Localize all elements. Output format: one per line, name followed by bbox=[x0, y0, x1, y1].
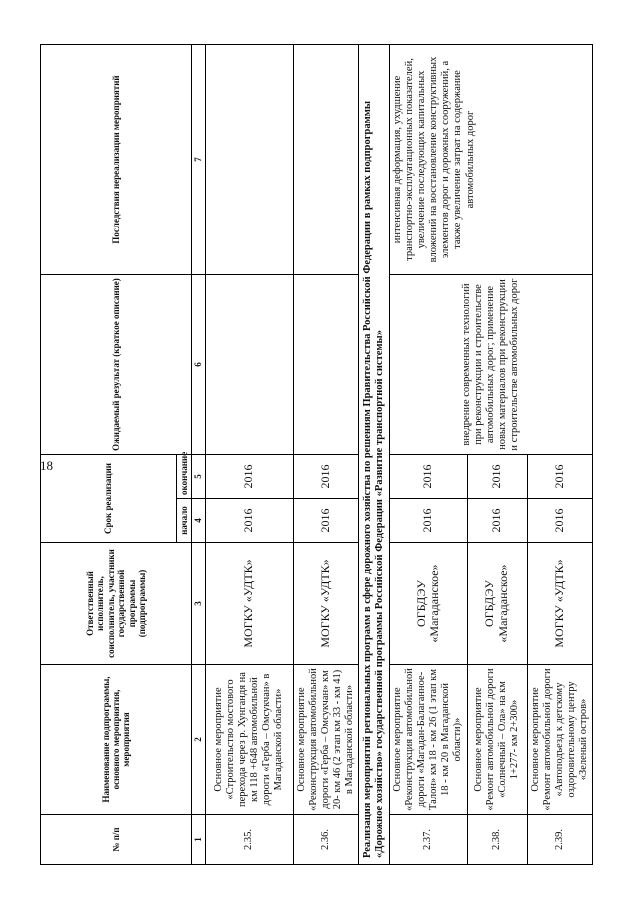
row-end: 2016 bbox=[293, 455, 358, 499]
row-number: 2.37. bbox=[390, 815, 467, 865]
row-end: 2016 bbox=[467, 455, 527, 499]
col-number: 3 bbox=[192, 543, 205, 665]
page-number: 18 bbox=[40, 458, 53, 473]
program-table bbox=[40, 44, 593, 865]
table-row bbox=[293, 45, 358, 865]
row-executor: ОГБДЭУ «Магаданское» bbox=[467, 543, 527, 665]
header-consequences: Последствия нереализации мероприятий bbox=[41, 45, 192, 275]
table-row bbox=[390, 45, 467, 865]
col-number: 7 bbox=[192, 45, 205, 275]
row-consequences-empty bbox=[205, 45, 293, 275]
header-result: Ожидаемый результат (краткое описание) bbox=[41, 275, 192, 455]
merged-consequences: интенсивная деформация, ухудшение транспортно-эксплуатационных показателей, увеличение последующих капитальных вложений на восстановление конструктивных элементов дорог и дорожных сооружений, а также увеличение затрат на содержание автомобильных дорог bbox=[390, 45, 593, 275]
col-number: 1 bbox=[192, 815, 205, 865]
col-number: 4 bbox=[192, 499, 205, 543]
col-number: 5 bbox=[192, 455, 205, 499]
header-start: начало bbox=[177, 499, 192, 543]
row-number: 2.39. bbox=[527, 815, 592, 865]
header-end: окончание bbox=[177, 455, 192, 499]
merged-result: внедрение современных технологий при реконструкции и строительстве автомобильных дорог; применение новых материалов при реконструкции и строительстве автомобильных дорог bbox=[390, 275, 593, 455]
header-period: Срок реализации bbox=[41, 455, 177, 543]
section-row bbox=[359, 45, 390, 865]
row-end: 2016 bbox=[205, 455, 293, 499]
row-consequences-empty bbox=[293, 45, 358, 275]
row-start: 2016 bbox=[205, 499, 293, 543]
row-result-empty bbox=[205, 275, 293, 455]
row-number: 2.35. bbox=[205, 815, 293, 865]
row-number: 2.38. bbox=[467, 815, 527, 865]
row-start: 2016 bbox=[467, 499, 527, 543]
header-executor: Ответственный исполнитель, соисполнитель, участники государственной программы (подпрограммы) bbox=[41, 543, 192, 665]
row-start: 2016 bbox=[527, 499, 592, 543]
row-name: Основное мероприятие «Ремонт автомобильной дороги «Автоподъезд к детскому оздоровительному центру «Зеленый остров» bbox=[527, 665, 592, 815]
row-start: 2016 bbox=[293, 499, 358, 543]
row-name: Основное мероприятие «Ремонт автомобильной дороги «Солнечный – Ола» на км 1+277- км 2+300» bbox=[467, 665, 527, 815]
row-executor: ОГБДЭУ «Магаданское» bbox=[390, 543, 467, 665]
row-executor: МОГКУ «УДТК» bbox=[205, 543, 293, 665]
table-row bbox=[205, 45, 293, 865]
row-number: 2.36. bbox=[293, 815, 358, 865]
row-name: Основное мероприятие «Строительство мостового перехода через р. Хунгандя на км 118 +648 автомобильной дороги «Герба – Омсукчан» в Магаданской области» bbox=[205, 665, 293, 815]
rotated-table-container bbox=[40, 45, 589, 865]
header-num: № п/п bbox=[41, 815, 192, 865]
header-name: Наименование подпрограммы, основного мероприятия, мероприятия bbox=[41, 665, 192, 815]
row-executor: МОГКУ «УДТК» bbox=[527, 543, 592, 665]
row-name: Основное мероприятие «Реконструкция автомобильной дороги «Магадан-Балаганное-Талон» км 18 - км 26 (1 этап км 18 - км 20 в Магаданской области)» bbox=[390, 665, 467, 815]
row-name: Основное мероприятие «Реконструкция автомобильной дороги «Герба – Омсукчан» км 20- км 46 (2 этап км 33 - км 41) в Магаданской области» bbox=[293, 665, 358, 815]
row-end: 2016 bbox=[527, 455, 592, 499]
row-start: 2016 bbox=[390, 499, 467, 543]
col-number: 6 bbox=[192, 275, 205, 455]
section-title: Реализация мероприятий региональных программ в сфере дорожного хозяйства по решениям Правительства Российской Федерации в рамках подпрограммы «Дорожное хозяйство» государственной программы Российской Федерации «Развитие транспортной системы» bbox=[359, 45, 390, 865]
col-number: 2 bbox=[192, 665, 205, 815]
row-end: 2016 bbox=[390, 455, 467, 499]
row-result-empty bbox=[293, 275, 358, 455]
row-executor: МОГКУ «УДТК» bbox=[293, 543, 358, 665]
